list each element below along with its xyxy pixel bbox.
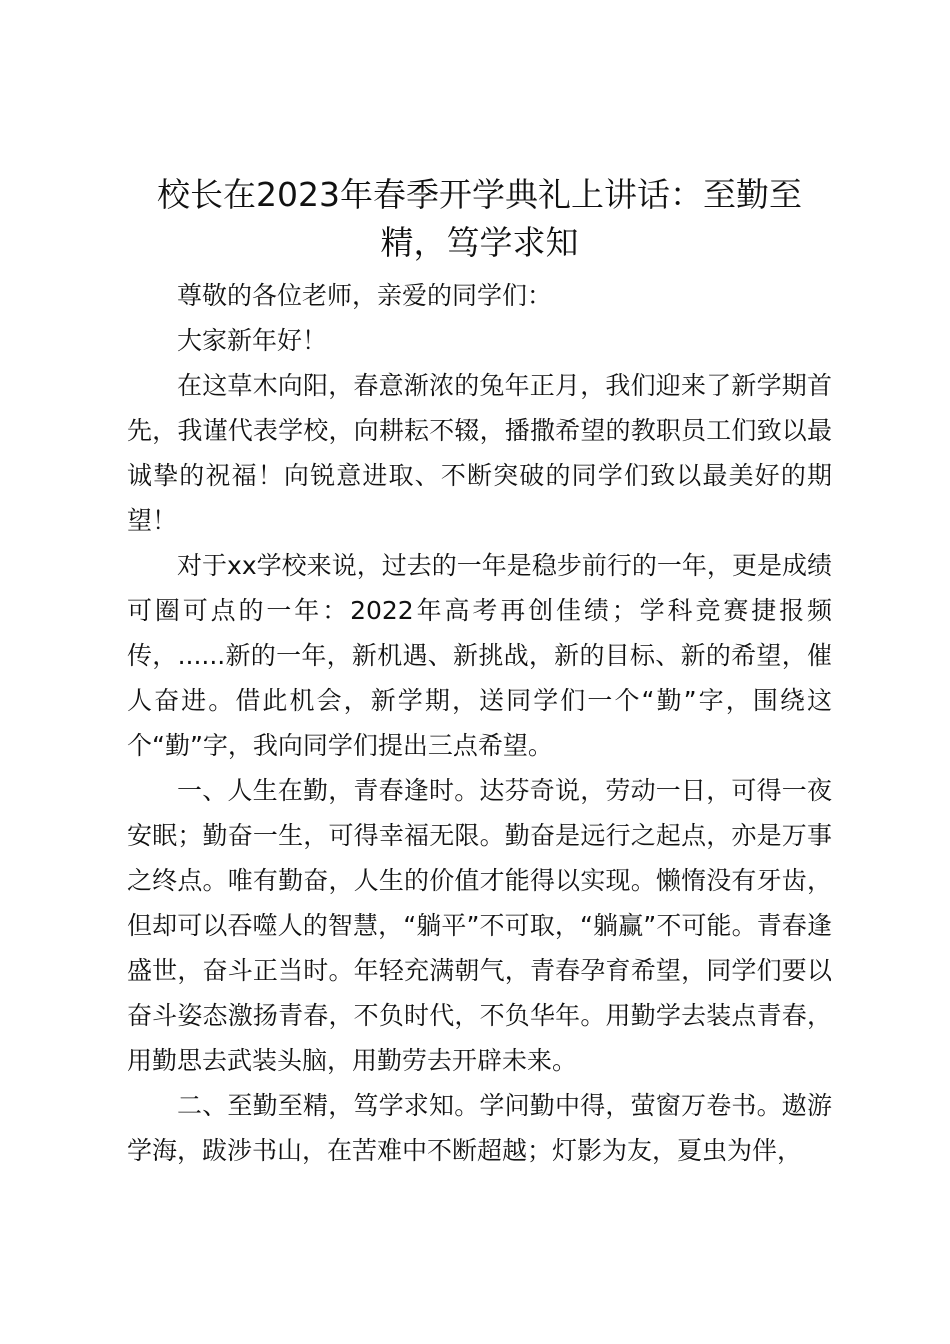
document-title: 校长在2023年春季开学典礼上讲话：至勤至精，笃学求知: [157, 175, 802, 262]
document-content: [127, 171, 832, 1173]
body-paragraph: 二、至勤至精，笃学求知。学问勤中得，萤窗万卷书。遨游学海，跋涉书山，在苦难中不断超越；灯影为友，夏虫为伴，: [127, 1091, 832, 1165]
salutation-paragraph: 尊敬的各位老师，亲爱的同学们：: [177, 281, 553, 310]
body-paragraph: 在这草木向阳，春意渐浓的兔年正月，我们迎来了新学期首先，我谨代表学校，向耕耘不辍，播撒希望的教职员工们致以最诚挚的祝福！向锐意进取、不断突破的同学们致以最美好的期望！: [127, 371, 832, 535]
body-paragraph: 一、人生在勤，青春逢时。达芬奇说，劳动一日，可得一夜安眠；勤奋一生，可得幸福无限。勤奋是远行之起点，亦是万事之终点。唯有勤奋，人生的价值才能得以实现。懒惰没有牙齿，但却可以吞噬人的智慧，“躺平”不可取，“躺赢”不可能。青春逢盛世，奋斗正当时。年轻充满朝气，青春孕育希望，同学们要以奋斗姿态激扬青春，不负时代，不负华年。用勤学去装点青春，用勤思去武装头脑，用勤劳去开辟未来。: [127, 776, 832, 1075]
document-body: [127, 273, 832, 1173]
greeting-paragraph: 大家新年好！: [177, 326, 328, 355]
body-paragraph: 对于xx学校来说，过去的一年是稳步前行的一年，更是成绩可圈可点的一年：2022年高考再创佳绩；学科竞赛捷报频传，......新的一年，新机遇、新挑战，新的目标、新的希望，催人奋进。借此机会，新学期，送同学们一个“勤”字，围绕这个“勤”字，我向同学们提出三点希望。: [127, 551, 832, 760]
